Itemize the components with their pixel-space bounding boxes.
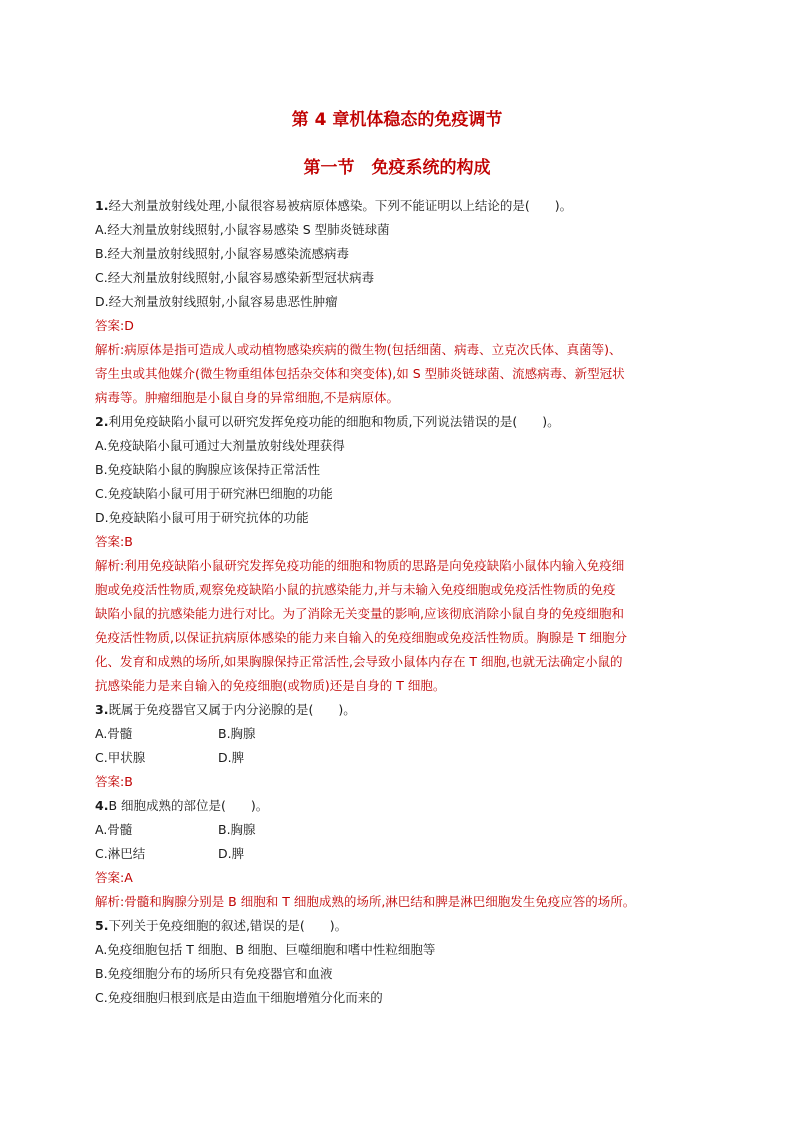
question-3-option-c: C.甲状腺: [95, 750, 146, 765]
question-number: 5.: [95, 918, 109, 933]
question-2-explanation-line: 解析:利用免疫缺陷小鼠研究发挥免疫功能的细胞和物质的思路是向免疫缺陷小鼠体内输入免疫细: [95, 558, 625, 573]
question-2-answer: 答案:B: [95, 534, 133, 549]
question-number: 4.: [95, 798, 109, 813]
question-number: 2.: [95, 414, 109, 429]
question-2-option-b: B.免疫缺陷小鼠的胸腺应该保持正常活性: [95, 462, 321, 477]
question-1-option-a: A.经大剂量放射线照射,小鼠容易感染 S 型肺炎链球菌: [95, 222, 390, 237]
question-5-option-b: B.免疫细胞分布的场所只有免疫器官和血液: [95, 966, 333, 981]
question-4-options-row: [95, 842, 715, 866]
question-text: 下列关于免疫细胞的叙述,错误的是( )。: [108, 918, 348, 933]
question-2-explanation-line: 缺陷小鼠的抗感染能力进行对比。为了消除无关变量的影响,应该彻底消除小鼠自身的免疫细胞和: [95, 606, 624, 621]
question-3-option-a: A.骨髓: [95, 726, 133, 741]
question-list: [95, 194, 715, 1010]
question-3-option-d: D.脾: [218, 750, 245, 765]
question-3-answer: 答案:B: [95, 774, 133, 789]
question-2-stem: [95, 410, 715, 434]
question-1-explanation-line: 寄生虫或其他媒介(微生物重组体包括杂交体和突变体),如 S 型肺炎链球菌、流感病毒、新型冠状: [95, 366, 625, 381]
question-3-options-row: [95, 722, 715, 746]
question-2-explanation-line: 免疫活性物质,以保证抗病原体感染的能力来自输入的免疫细胞或免疫活性物质。胸腺是 T 细胞分: [95, 630, 628, 645]
question-4-option-c: C.淋巴结: [95, 846, 146, 861]
question-5-stem: [95, 914, 715, 938]
question-2-option-c: C.免疫缺陷小鼠可用于研究淋巴细胞的功能: [95, 486, 333, 501]
question-2-explanation-line: 化、发育和成熟的场所,如果胸腺保持正常活性,会导致小鼠体内存在 T 细胞,也就无法确定小鼠的: [95, 654, 623, 669]
question-text: 经大剂量放射线处理,小鼠很容易被病原体感染。下列不能证明以上结论的是( )。: [108, 198, 573, 213]
question-4-option-b: B.胸腺: [218, 822, 256, 837]
question-4-options-row: [95, 818, 715, 842]
question-1-stem: [95, 194, 715, 218]
question-2-option-a: A.免疫缺陷小鼠可通过大剂量放射线处理获得: [95, 438, 345, 453]
question-text: B 细胞成熟的部位是( )。: [108, 798, 269, 813]
question-5-option-c: C.免疫细胞归根到底是由造血干细胞增殖分化而来的: [95, 990, 383, 1005]
question-1-answer: 答案:D: [95, 318, 134, 333]
question-4-stem: [95, 794, 715, 818]
question-3-options-row: [95, 746, 715, 770]
section-title: 第一节 免疫系统的构成: [303, 158, 491, 178]
question-3-option-b: B.胸腺: [218, 726, 256, 741]
chapter-title: 第 4 章机体稳态的免疫调节: [291, 110, 503, 130]
question-text: 既属于免疫器官又属于内分泌腺的是( )。: [108, 702, 356, 717]
question-text: 利用免疫缺陷小鼠可以研究发挥免疫功能的细胞和物质,下列说法错误的是( )。: [108, 414, 560, 429]
question-3-stem: [95, 698, 715, 722]
question-4-option-d: D.脾: [218, 846, 245, 861]
question-1-explanation-line: 解析:病原体是指可造成人或动植物感染疾病的微生物(包括细菌、病毒、立克次氏体、真菌等)、: [95, 342, 622, 357]
question-number: 3.: [95, 702, 109, 717]
question-2-explanation-line: 胞或免疫活性物质,观察免疫缺陷小鼠的抗感染能力,并与未输入免疫细胞或免疫活性物质的免疫: [95, 582, 616, 597]
question-1-explanation-line: 病毒等。肿瘤细胞是小鼠自身的异常细胞,不是病原体。: [95, 390, 399, 405]
question-1-option-b: B.经大剂量放射线照射,小鼠容易感染流感病毒: [95, 246, 350, 261]
question-4-answer: 答案:A: [95, 870, 133, 885]
question-4-option-a: A.骨髓: [95, 822, 133, 837]
question-1-option-c: C.经大剂量放射线照射,小鼠容易感染新型冠状病毒: [95, 270, 375, 285]
question-5-option-a: A.免疫细胞包括 T 细胞、B 细胞、巨噬细胞和嗜中性粒细胞等: [95, 942, 436, 957]
question-4-explanation-line: 解析:骨髓和胸腺分别是 B 细胞和 T 细胞成熟的场所,淋巴结和脾是淋巴细胞发生免疫应答的场所。: [95, 894, 636, 909]
question-2-option-d: D.免疫缺陷小鼠可用于研究抗体的功能: [95, 510, 309, 525]
question-1-option-d: D.经大剂量放射线照射,小鼠容易患恶性肿瘤: [95, 294, 338, 309]
question-2-explanation-line: 抗感染能力是来自输入的免疫细胞(或物质)还是自身的 T 细胞。: [95, 678, 446, 693]
question-number: 1.: [95, 198, 109, 213]
